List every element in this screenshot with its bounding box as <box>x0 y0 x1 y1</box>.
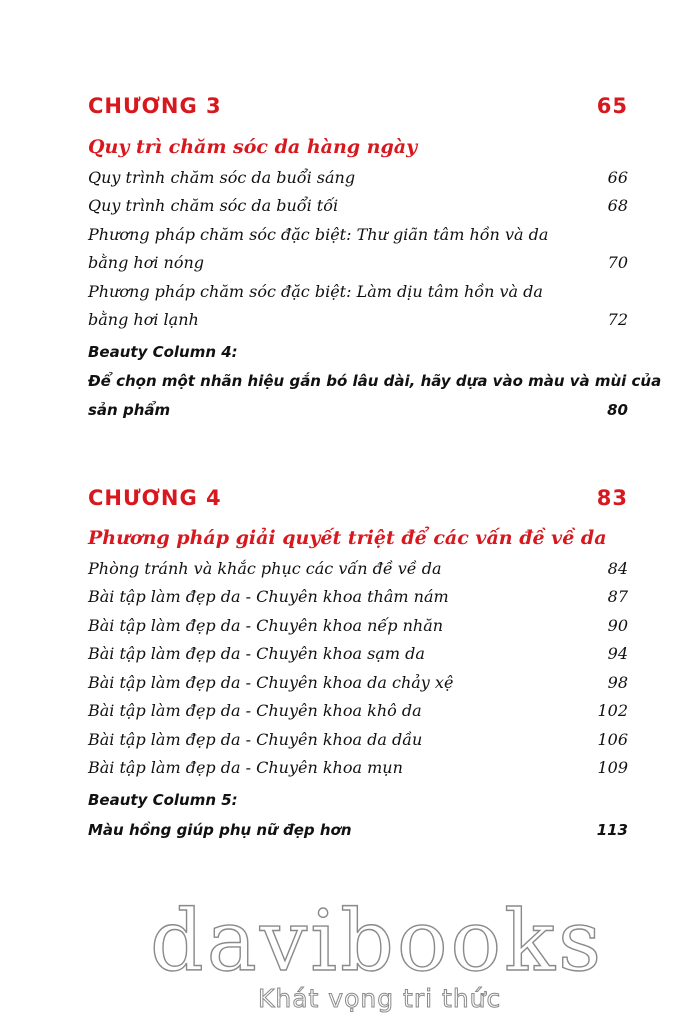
watermark-slogan: Khát vọng tri thức <box>258 984 502 1013</box>
toc-entry[interactable] <box>88 559 628 587</box>
davibooks-watermark: davibooks <box>150 892 605 990</box>
toc-entry-page: 94 <box>607 644 628 663</box>
toc-entry-page: 87 <box>607 587 628 606</box>
toc-entry[interactable] <box>88 310 628 338</box>
toc-entry-page: 90 <box>607 616 628 635</box>
chapter-page-number: 83 <box>596 486 628 510</box>
toc-entry-page: 98 <box>607 673 628 692</box>
chapter-3-heading <box>88 94 628 126</box>
beauty-column-page: 113 <box>596 821 628 839</box>
toc-entry-title: Bài tập làm đẹp da - Chuyên khoa sạm da <box>88 644 425 663</box>
beauty-column-entry-cont[interactable] <box>88 401 628 429</box>
toc-entry[interactable] <box>88 616 628 644</box>
toc-entry[interactable] <box>88 673 628 701</box>
beauty-column-entry[interactable] <box>88 821 628 849</box>
toc-entry-page: 72 <box>607 310 628 329</box>
beauty-column-label-text: Beauty Column 5: <box>88 791 238 809</box>
chapter-title: CHƯƠNG 4 <box>88 486 222 510</box>
beauty-column-title-cont: sản phẩm <box>88 401 171 419</box>
toc-entry-title: Phương pháp chăm sóc đặc biệt: Làm dịu tâm hồn và da <box>88 282 543 301</box>
toc-entry-page: 109 <box>597 758 628 777</box>
toc-entry-title: Quy trình chăm sóc da buổi sáng <box>88 168 356 187</box>
toc-entry-page: 84 <box>607 559 628 578</box>
toc-entry-page: 106 <box>597 730 628 749</box>
toc-entry[interactable] <box>88 225 628 253</box>
toc-entry[interactable] <box>88 282 628 310</box>
toc-entry[interactable] <box>88 253 628 281</box>
toc-entry-title: Phương pháp chăm sóc đặc biệt: Thư giãn tâm hồn và da <box>88 225 549 244</box>
beauty-column-label <box>88 343 628 371</box>
toc-entry[interactable] <box>88 587 628 615</box>
toc-entry[interactable] <box>88 644 628 672</box>
toc-entry[interactable] <box>88 196 628 224</box>
toc-entry-title: Bài tập làm đẹp da - Chuyên khoa da chảy xệ <box>88 673 454 692</box>
toc-entry-title: Bài tập làm đẹp da - Chuyên khoa nếp nhăn <box>88 616 444 635</box>
toc-entry[interactable] <box>88 758 628 786</box>
toc-entry[interactable] <box>88 701 628 729</box>
chapter-4-heading <box>88 486 628 518</box>
toc-entry-page: 66 <box>607 168 628 187</box>
toc-entry-title: Bài tập làm đẹp da - Chuyên khoa khô da <box>88 701 422 720</box>
toc-entry-title: bằng hơi lạnh <box>88 310 199 329</box>
toc-entry-title: Phòng tránh và khắc phục các vấn đề về da <box>88 559 442 578</box>
toc-entry[interactable] <box>88 730 628 758</box>
toc-entry-page: 68 <box>607 196 628 215</box>
toc-entry-page: 70 <box>607 253 628 272</box>
beauty-column-page: 80 <box>607 401 628 419</box>
toc-entry-title: Bài tập làm đẹp da - Chuyên khoa mụn <box>88 758 403 777</box>
toc-entry-page: 102 <box>597 701 628 720</box>
beauty-column-label <box>88 791 628 819</box>
chapter-page-number: 65 <box>596 94 628 118</box>
beauty-column-title: Màu hồng giúp phụ nữ đẹp hơn <box>88 821 352 839</box>
toc-entry-title: Bài tập làm đẹp da - Chuyên khoa da dầu <box>88 730 423 749</box>
toc-entry-title: bằng hơi nóng <box>88 253 205 272</box>
toc-entry[interactable] <box>88 168 628 196</box>
chapter-3-subtitle: Quy trì chăm sóc da hàng ngày <box>88 136 418 158</box>
toc-entry-title: Bài tập làm đẹp da - Chuyên khoa thâm nám <box>88 587 449 606</box>
beauty-column-entry[interactable] <box>88 372 662 400</box>
chapter-4-subtitle: Phương pháp giải quyết triệt để các vấn đề về da <box>88 527 607 549</box>
beauty-column-title: Để chọn một nhãn hiệu gắn bó lâu dài, hãy dựa vào màu và mùi của <box>88 372 662 390</box>
beauty-column-label-text: Beauty Column 4: <box>88 343 238 361</box>
chapter-title: CHƯƠNG 3 <box>88 94 222 118</box>
toc-entry-title: Quy trình chăm sóc da buổi tối <box>88 196 339 215</box>
